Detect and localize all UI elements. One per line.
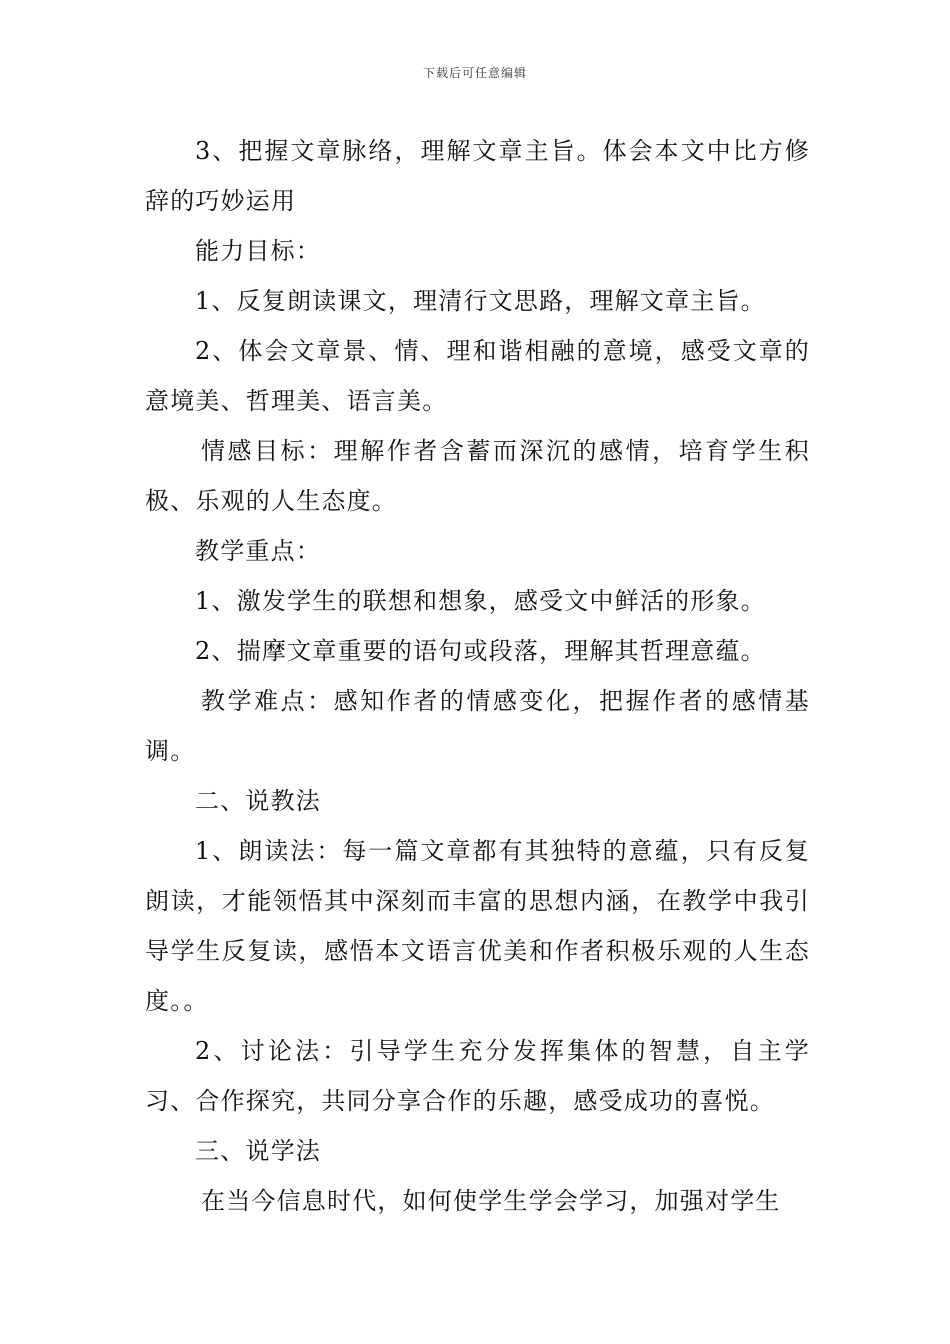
paragraph-emotion-goals: 情感目标：理解作者含蓄而深沉的感情，培育学生积极、乐观的人生态度。 [145,437,810,515]
heading-teaching-methods: 二、说教法 [195,787,321,815]
heading-learning-methods: 三、说学法 [195,1137,321,1165]
document-body [145,126,810,1226]
paragraph-objective-3: 3、把握文章脉络，理解文章主旨。体会本文中比方修辞的巧妙运用 [145,137,810,215]
paragraph-ability-1: 1、反复朗读课文，理清行文思路，理解文章主旨。 [195,287,766,315]
paragraph-focus-2: 2、揣摩文章重要的语句或段落，理解其哲理意蕴。 [195,637,766,665]
paragraph-method-reading: 1、朗读法：每一篇文章都有其独特的意蕴，只有反复朗读，才能领悟其中深刻而丰富的思想内涵，在教学中我引导学生反复读，感悟本文语言优美和作者积极乐观的人生态度。。 [145,837,810,1015]
heading-teaching-focus: 教学重点： [195,537,321,565]
paragraph-ability-2: 2、体会文章景、情、理和谐相融的意境，感受文章的意境美、哲理美、语言美。 [145,337,810,415]
page-header: 下载后可任意编辑 [422,66,527,80]
paragraph-focus-1: 1、激发学生的联想和想象，感受文中鲜活的形象。 [195,587,766,615]
paragraph-method-discussion: 2、讨论法：引导学生充分发挥集体的智慧，自主学习、合作探究，共同分享合作的乐趣，感受成功的喜悦。 [145,1037,810,1115]
paragraph-learning-intro: 在当今信息时代，如何使学生学会学习，加强对学生 [201,1187,781,1215]
heading-ability-goals: 能力目标： [195,237,321,265]
paragraph-teaching-difficulty: 教学难点：感知作者的情感变化，把握作者的感情基调。 [145,687,810,765]
